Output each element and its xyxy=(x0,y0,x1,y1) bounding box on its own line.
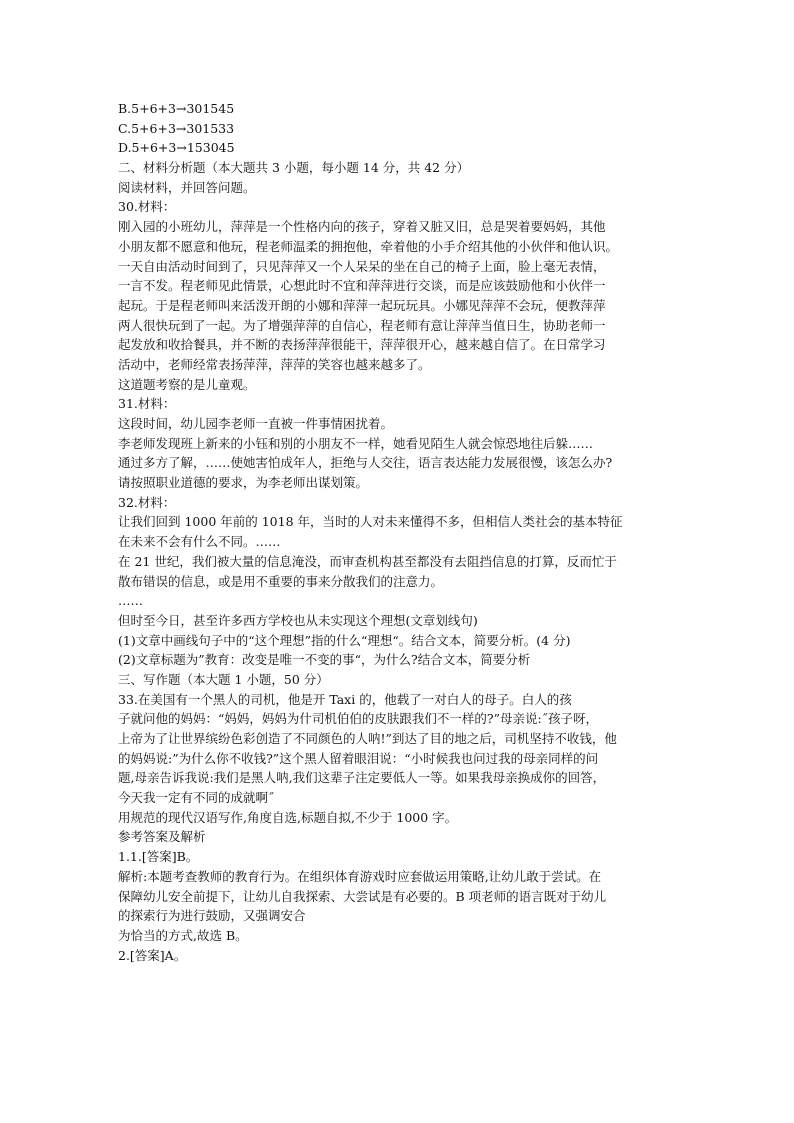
analysis-line: 保障幼儿安全前提下，让幼儿自我探索、大尝试是有必要的。B 项老师的语言既对于幼儿 xyxy=(118,888,607,904)
section-heading-analysis: 二、材料分析题（本大题共 3 小题，每小题 14 分，共 42 分） xyxy=(118,160,470,176)
option-d-line: D.5+6+3→153045 xyxy=(118,140,235,156)
paragraph-line: 小朋友都不愿意和他玩，程老师温柔的拥抱他，牵着他的小手介绍其他的小伙伴和他认识。 xyxy=(118,238,619,254)
instruction-line: 阅读材料，并回答问题。 xyxy=(118,179,256,195)
analysis-line: 为恰当的方式,故选 B。 xyxy=(118,927,248,943)
question-32-label: 32.材料： xyxy=(118,494,176,510)
writing-requirement: 用规范的现代汉语写作,角度自选,标题自拟,不少于 1000 字。 xyxy=(118,809,458,825)
question-31-label: 31.材料： xyxy=(118,396,176,412)
paragraph-line: 在 21 世纪，我们被大量的信息淹没，而审查机构甚至都没有去阻挡信息的打算，反而忙于 xyxy=(118,553,617,569)
paragraph-line: 活动中，老师经常表扬萍萍，萍萍的笑容也越来越多了。 xyxy=(118,356,431,372)
paragraph-line: 这道题考察的是儿童观。 xyxy=(118,376,256,392)
paragraph-line: 今天我一定有不同的成就啊˝ xyxy=(118,790,275,806)
answers-heading: 参考答案及解析 xyxy=(118,829,206,845)
paragraph-line: 这段时间，幼儿园李老师一直被一件事情困扰着。 xyxy=(118,416,394,431)
paragraph-line: 一天自由活动时间到了，只见萍萍又一个人呆呆的坐在自己的椅子上面，脸上毫无表情， xyxy=(118,258,606,274)
paragraph-line: 让我们回到 1000 年前的 1018 年，当时的人对未来懂得不多，但相信人类社会的基本特征 xyxy=(118,514,623,530)
paragraph-line: 一言不发。程老师见此情景，心想此时不宜和萍萍进行交谈，而是应该鼓励他和小伙伴一 xyxy=(118,278,606,294)
section-heading-writing: 三、写作题（本大题 1 小题，50 分） xyxy=(118,671,329,687)
paragraph-line: 通过多方了解，……使她害怕成年人，拒绝与人交往，语言表达能力发展很慢，该怎么办? xyxy=(118,455,613,471)
question-33-line: 33.在美国有一个黑人的司机，他是开 Taxi 的，他载了一对白人的母子。白人的孩 xyxy=(118,691,572,707)
paragraph-line: 起玩。于是程老师叫来活泼开朗的小娜和萍萍一起玩玩具。小娜见萍萍不会玩，便教萍萍 xyxy=(118,297,606,313)
paragraph-line: 在未来不会有什么不同。…… xyxy=(118,534,281,550)
paragraph-line: 上帝为了让世界缤纷色彩创造了不同颜色的人呐!”到达了目的地之后，司机坚持不收钱，他 xyxy=(118,731,617,746)
paragraph-line: 请按照职业道德的要求，为李老师出谋划策。 xyxy=(118,475,369,491)
answer-2-label: 2.[答案]A。 xyxy=(118,947,187,963)
sub-question-1: (1)文章中画线句子中的“这个理想”指的什么“理想“。结合文本，简要分析。(4 分) xyxy=(118,632,571,648)
paragraph-line: 散布错误的信息，或是用不重要的事来分散我们的注意力。 xyxy=(118,573,444,589)
paragraph-line: 的妈妈说:”为什么你不收钱?”这个黑人留着眼泪说：“小时候我也问过我的母亲同样的问 xyxy=(118,750,599,766)
sub-question-2: (2)文章标题为”教育：改变是唯一不变的事“，为什么?结合文本，简要分析 xyxy=(118,652,531,668)
paragraph-line: 刚入园的小班幼儿，萍萍是一个性格内向的孩子，穿着又脏又旧，总是哭着要妈妈，其他 xyxy=(118,219,606,235)
paragraph-line: 题,母亲告诉我说:我们是黑人呐,我们这辈子注定要低人一等。如果我母亲换成你的回答， xyxy=(118,770,606,786)
ellipsis-line: …… xyxy=(118,593,143,609)
document-page xyxy=(118,99,678,965)
option-c-line: C.5+6+3→301533 xyxy=(118,120,235,136)
question-30-label: 30.材料： xyxy=(118,199,176,215)
paragraph-line: 李老师发现班上新来的小钰和别的小朋友不一样，她看见陌生人就会惊恐地往后躲…… xyxy=(118,435,594,451)
analysis-line: 的探索行为进行鼓励，又强调安合 xyxy=(118,908,306,924)
analysis-line: 解析:本题考查教师的教育行为。在组织体育游戏时应套做运用策略,让幼儿敢于尝试。在 xyxy=(118,868,602,884)
paragraph-line: 子就问他的妈妈：“妈妈，妈妈为什司机伯伯的皮肤跟我们不一样的?”母亲说:˝孩子呀， xyxy=(118,711,598,727)
paragraph-line: 两人很快玩到了一起。为了增强萍萍的自信心，程老师有意让萍萍当值日生，协助老师一 xyxy=(118,317,606,333)
paragraph-line: 起发放和收拾餐具，并不断的表扬萍萍很能干，萍萍很开心，越来越自信了。在日常学习 xyxy=(118,337,606,353)
paragraph-line: 但时至今日，甚至许多西方学校也从未实现这个理想(文章划线句) xyxy=(118,612,478,628)
answer-1-label: 1.1.[答案]B。 xyxy=(118,849,199,865)
option-b-line: B.5+6+3→301545 xyxy=(118,101,235,116)
